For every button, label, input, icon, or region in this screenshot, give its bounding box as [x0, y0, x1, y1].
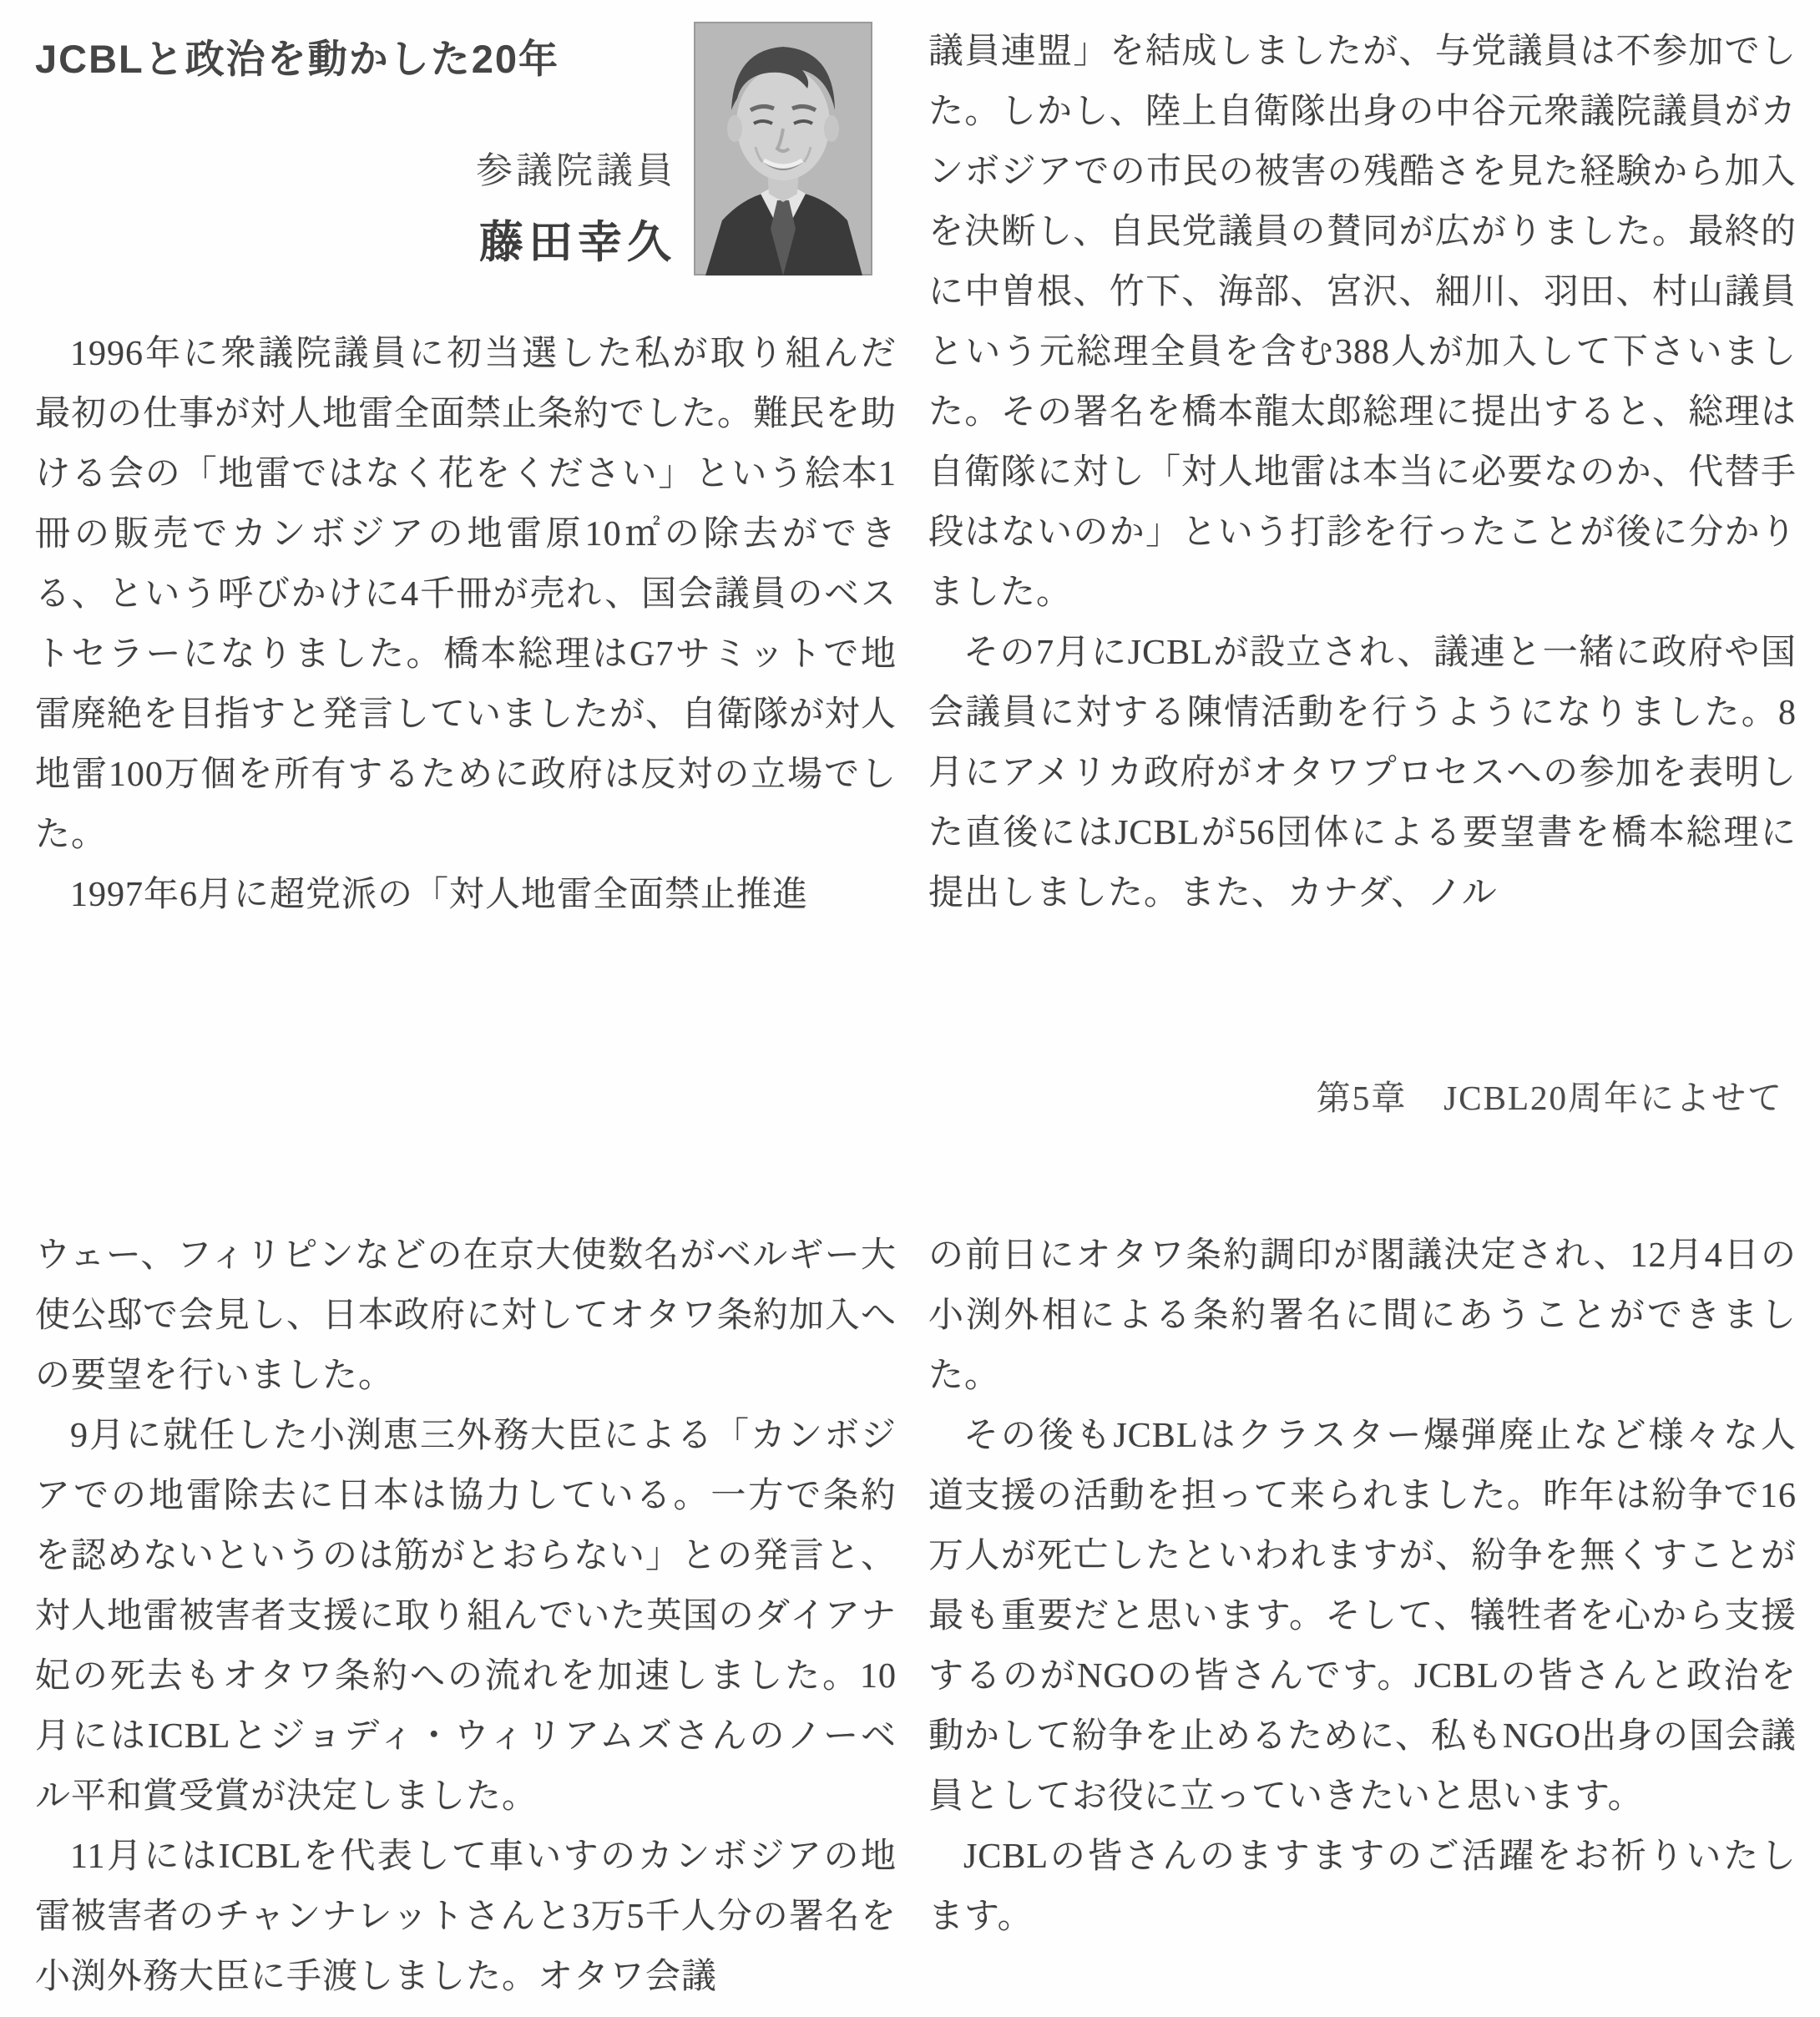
- paragraph: 9月に就任した小渕恵三外務大臣による「カンボジアでの地雷除去に日本は協力している。一方で条約を認めないというのは筋がとおらない」との発言と、対人地雷被害者支援に取り組んでいた英国のダイアナ妃の死去もオタワ条約への流れを加速しました。10月にはICBLとジョディ・ウィリアムズさんのノーベル平和賞受賞が決定しました。: [35, 1417, 897, 1816]
- author-photo: [694, 22, 872, 276]
- top-right-column: [928, 22, 1797, 923]
- paragraph: 1997年6月に超党派の「対人地雷全面禁止推進: [70, 876, 809, 914]
- bottom-left-column: [35, 1226, 897, 2007]
- author-name: 藤田幸久: [479, 219, 676, 267]
- bottom-right-column: [928, 1226, 1797, 1947]
- paragraph: その7月にJCBLが設立され、議連と一緒に政府や国会議員に対する陳情活動を行うようになりました。8月にアメリカ政府がオタワプロセスへの参加を表明した直後にはJCBLが56団体による要望書を橋本総理に提出しました。また、カナダ、ノル: [928, 634, 1797, 912]
- paragraph: その後もJCBLはクラスター爆弾廃止など様々な人道支援の活動を担って来られました。昨年は紛争で16万人が死亡したといわれますが、紛争を無くすことが最も重要だと思います。そして、犠牲者を心から支援するのがNGOの皆さんです。JCBLの皆さんと政治を動かして紛争を止めるために、私もNGO出身の国会議員としてお役に立っていきたいと思います。: [928, 1417, 1797, 1816]
- paragraph: 11月にはICBLを代表して車いすのカンボジアの地雷被害者のチャンナレットさんと3万5千人分の署名を小渕外務大臣に手渡しました。オタワ会議: [35, 1838, 897, 1996]
- chapter-number: 第5章: [1316, 1079, 1408, 1117]
- article-title: JCBLと政治を動かした20年: [35, 37, 560, 81]
- chapter-title: JCBL20周年によせて: [1443, 1079, 1783, 1117]
- author-role: 参議院議員: [476, 150, 676, 191]
- paragraph: JCBLの皆さんのますますのご活躍をお祈りいたします。: [928, 1838, 1797, 1936]
- paragraph: 議員連盟」を結成しましたが、与党議員は不参加でした。しかし、陸上自衛隊出身の中谷元衆議院議員がカンボジアでの市民の被害の残酷さを見た経験から加入を決断し、自民党議員の賛同が広がりました。最終的に中曽根、竹下、海部、宮沢、細川、羽田、村山議員という元総理全員を含む388人が加入して下さいました。その署名を橋本龍太郎総理に提出すると、総理は自衛隊に対し「対人地雷は本当に必要なのか、代替手段はないのか」という打診を行ったことが後に分かりました。: [928, 33, 1797, 612]
- paragraph: の前日にオタワ条約調印が閣議決定され、12月4日の小渕外相による条約署名に間にあうことができました。: [928, 1236, 1797, 1395]
- author-photo-illustration: [694, 22, 872, 276]
- running-header: [1317, 1070, 1783, 1120]
- paragraph: ウェー、フィリピンなどの在京大使数名がベルギー大使公邸で会見し、日本政府に対してオタワ条約加入への要望を行いました。: [35, 1236, 897, 1395]
- top-left-column: [35, 324, 897, 925]
- author-block: [284, 140, 676, 270]
- paragraph: 1996年に衆議院議員に初当選した私が取り組んだ最初の仕事が対人地雷全面禁止条約でした。難民を助ける会の「地雷ではなく花をください」という絵本1冊の販売でカンボジアの地雷原10㎡の除去ができる、という呼びかけに4千冊が売れ、国会議員のベストセラーになりました。橋本総理はG7サミットで地雷廃絶を目指すと発言していましたが、自衛隊が対人地雷100万個を所有するために政府は反対の立場でした。: [35, 335, 897, 854]
